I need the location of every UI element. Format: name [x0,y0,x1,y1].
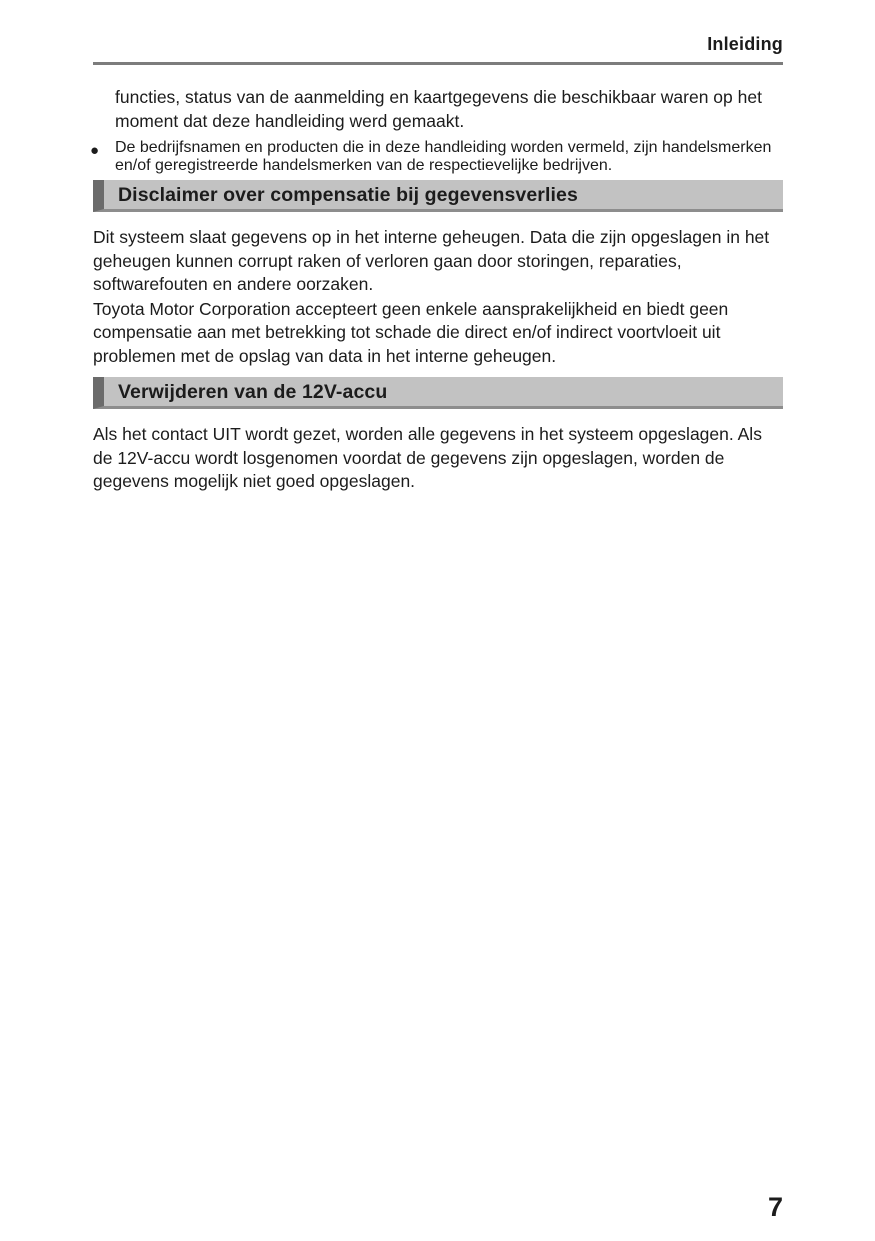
section-paragraph: Als het contact UIT wordt gezet, worden alle gegevens in het systeem opgeslagen. Als de 12V-accu wordt losgenomen voordat de gegevens zijn opgeslagen, worden de gegevens mogelijk niet goed opgeslagen. [93,424,762,491]
section-heading-disclaimer: Disclaimer over compensatie bij gegevensverlies [93,180,783,212]
section-heading-12v-accu: Verwijderen van de 12V-accu [93,377,783,409]
page-number: 7 [767,1192,783,1222]
section-paragraph: Toyota Motor Corporation accepteert geen enkele aansprakelijkheid en biedt geen compensatie aan met betrekking tot schade die direct en/of indirect voortvloeit uit problemen met de opslag van data in het interne geheugen. [93,298,729,366]
bullet-item-text: De bedrijfsnamen en producten die in deze handleiding worden vermeld, zijn handelsmerken en/of geregistreerde handelsmerken van de respectievelijke bedrijven. [115,139,772,174]
intro-continuation-paragraph: functies, status van de aanmelding en kaartgegevens die beschikbaar waren op het moment dat deze handleiding werd gemaakt. [115,87,762,131]
header-rule [93,62,783,65]
section-paragraph: Dit systeem slaat gegevens op in het interne geheugen. Data die zijn opgeslagen in het geheugen kunnen corrupt raken of verloren gaan door storingen, reparaties, softwarefouten en andere oorzaken. [93,227,770,294]
bullet-icon: ● [90,142,100,159]
bullet-list-item [90,139,783,175]
page-content [90,0,783,494]
running-header-title: Inleiding [707,34,783,54]
